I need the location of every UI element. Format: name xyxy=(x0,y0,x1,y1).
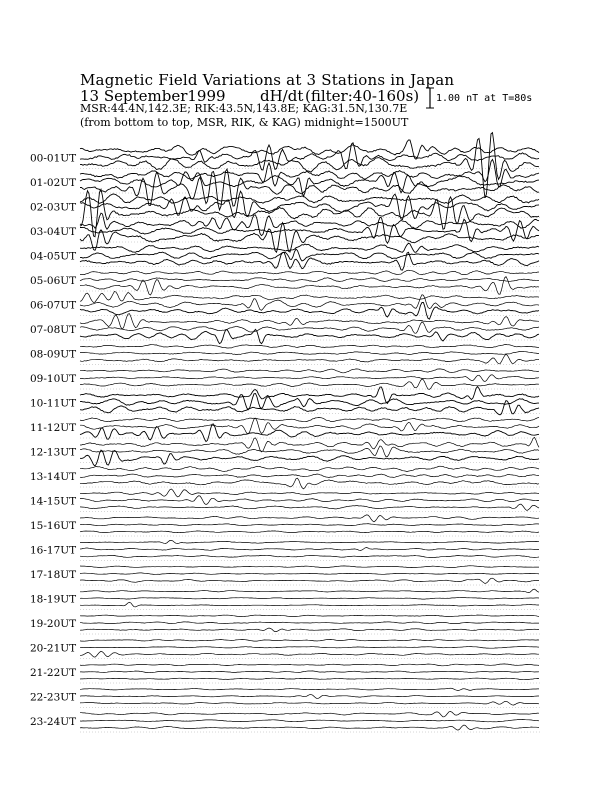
hour-label: 08-09UT xyxy=(30,348,77,361)
station-trace xyxy=(80,478,539,489)
station-trace xyxy=(80,143,539,170)
station-trace xyxy=(80,369,539,373)
station-trace xyxy=(80,719,539,721)
chart-title: Magnetic Field Variations at 3 Stations in Japan xyxy=(80,71,455,89)
station-trace xyxy=(80,628,539,632)
hour-label: 12-13UT xyxy=(30,446,77,459)
scale-bar-label: 1.00 nT at T=80s xyxy=(436,93,533,104)
hour-label: 23-24UT xyxy=(30,715,77,728)
station-trace xyxy=(80,566,539,568)
station-trace xyxy=(80,573,539,575)
station-trace xyxy=(80,278,539,282)
station-trace xyxy=(80,598,539,600)
hour-label: 10-11UT xyxy=(30,397,77,410)
hour-label: 01-02UT xyxy=(30,176,77,189)
station-trace xyxy=(80,322,539,334)
station-trace xyxy=(80,270,539,275)
station-trace xyxy=(80,172,539,197)
station-trace xyxy=(80,213,539,236)
station-trace xyxy=(80,446,539,457)
hour-label: 18-19UT xyxy=(30,593,77,606)
station-trace xyxy=(80,466,539,472)
station-trace xyxy=(80,496,539,505)
station-trace xyxy=(80,712,539,717)
hour-label: 11-12UT xyxy=(30,421,77,434)
station-trace xyxy=(80,678,539,680)
station-trace xyxy=(80,375,539,382)
station-trace xyxy=(80,133,539,198)
hour-label: 16-17UT xyxy=(30,544,77,557)
hour-label: 07-08UT xyxy=(30,323,77,336)
station-trace xyxy=(80,314,539,329)
hour-label: 17-18UT xyxy=(30,568,77,581)
station-trace xyxy=(80,394,539,410)
station-coordinates: MSR:44.4N,142.3E; RIK:43.5N,143.8E; KAG:31.5N,130.7E xyxy=(80,102,408,115)
station-trace xyxy=(80,379,539,389)
chart-quantity: dH/dt xyxy=(260,87,304,105)
station-trace xyxy=(80,354,539,364)
station-trace xyxy=(80,515,539,522)
station-trace xyxy=(80,615,539,617)
trace-order-note: (from bottom to top, MSR, RIK, & KAG) midnight=1500UT xyxy=(80,116,409,129)
hour-label: 22-23UT xyxy=(30,691,77,704)
hour-label: 21-22UT xyxy=(30,666,77,679)
chart-date: 13 September1999 xyxy=(80,87,226,105)
station-trace xyxy=(80,664,539,666)
station-trace xyxy=(80,701,539,705)
scale-bar xyxy=(426,88,434,108)
hour-label: 05-06UT xyxy=(30,274,77,287)
station-trace xyxy=(80,578,539,583)
hour-label: 06-07UT xyxy=(30,299,77,312)
station-trace xyxy=(80,344,539,348)
station-trace xyxy=(80,189,539,236)
station-trace xyxy=(80,489,539,497)
station-trace xyxy=(80,223,539,253)
station-trace xyxy=(80,351,539,354)
station-trace xyxy=(80,555,539,557)
hour-label: 02-03UT xyxy=(30,201,77,214)
hour-label: 04-05UT xyxy=(30,250,77,263)
station-trace xyxy=(80,474,539,478)
station-trace xyxy=(80,329,539,343)
station-trace xyxy=(80,602,539,607)
station-trace xyxy=(80,688,539,690)
station-trace xyxy=(80,140,539,159)
station-trace xyxy=(80,639,539,641)
station-trace xyxy=(80,671,539,673)
station-trace xyxy=(80,243,539,252)
station-trace xyxy=(80,450,539,466)
hour-label: 13-14UT xyxy=(30,470,77,483)
station-trace xyxy=(80,194,539,203)
hour-label: 03-04UT xyxy=(30,225,77,238)
station-trace xyxy=(80,622,539,624)
station-trace xyxy=(80,295,539,311)
station-trace xyxy=(80,524,539,526)
station-trace xyxy=(80,725,539,730)
hour-label: 19-20UT xyxy=(30,617,77,630)
station-trace xyxy=(80,504,539,510)
hour-label: 00-01UT xyxy=(30,152,77,165)
station-trace xyxy=(80,531,539,533)
chart-filter: (filter:40-160s) xyxy=(305,87,420,105)
hour-label: 09-10UT xyxy=(30,372,77,385)
station-trace xyxy=(80,651,539,657)
station-trace xyxy=(80,540,539,543)
station-trace xyxy=(80,548,539,551)
station-trace xyxy=(80,695,539,699)
hour-label: 15-16UT xyxy=(30,519,77,532)
hour-label: 14-15UT xyxy=(30,495,77,508)
station-trace xyxy=(80,418,539,422)
hour-label: 20-21UT xyxy=(30,642,77,655)
station-trace xyxy=(80,647,539,649)
station-trace xyxy=(80,589,539,593)
